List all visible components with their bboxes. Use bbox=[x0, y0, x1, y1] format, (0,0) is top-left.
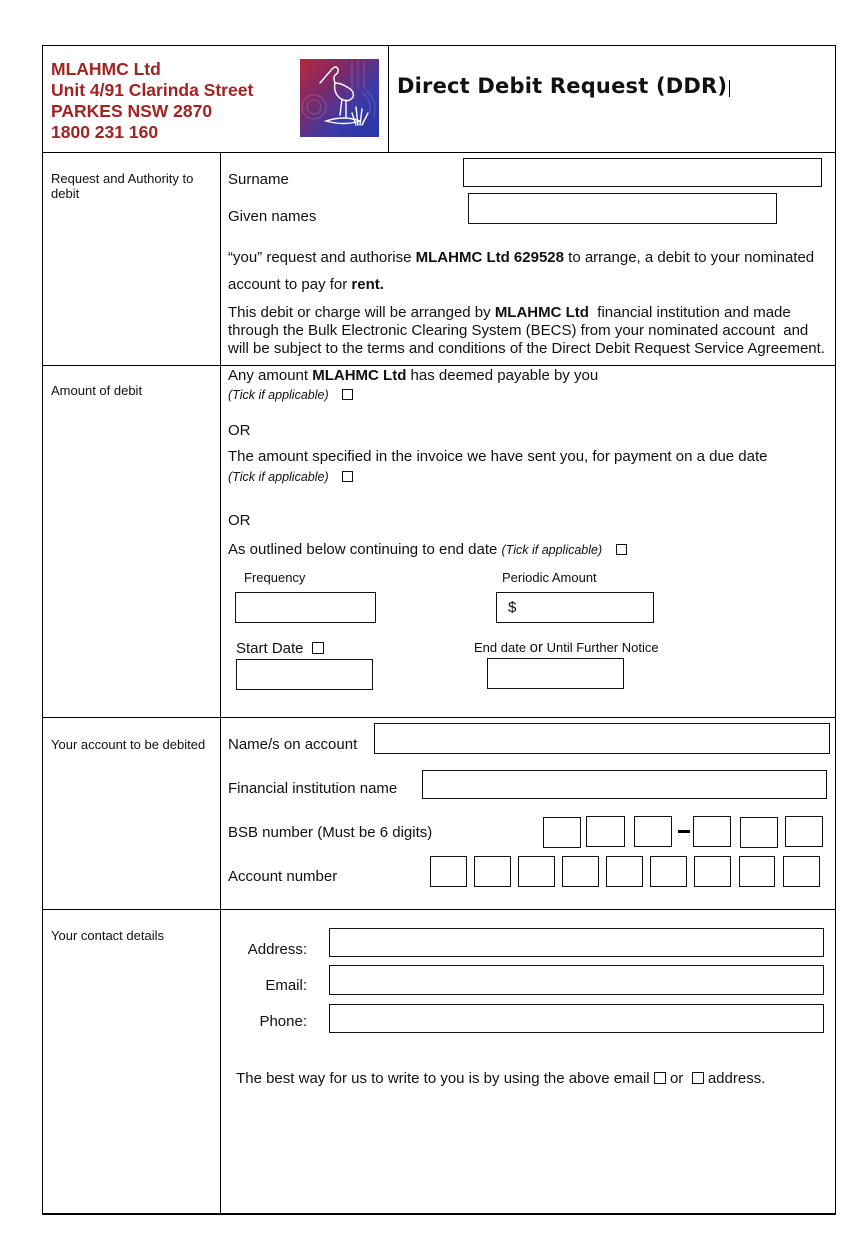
heron-logo-icon bbox=[300, 59, 379, 137]
account-digit-8[interactable] bbox=[739, 856, 775, 887]
prefer-address-checkbox[interactable] bbox=[692, 1072, 704, 1084]
email-label: Email: bbox=[265, 977, 307, 994]
section-rule-2 bbox=[42, 717, 836, 718]
bsb-digit-5[interactable] bbox=[740, 817, 778, 848]
tick-row-any-amount: (Tick if applicable) bbox=[228, 388, 353, 402]
periodic-amount-input[interactable] bbox=[496, 592, 654, 623]
prefer-email-checkbox[interactable] bbox=[654, 1072, 666, 1084]
account-digit-6[interactable] bbox=[650, 856, 687, 887]
institution-input[interactable] bbox=[422, 770, 827, 799]
bsb-digit-3[interactable] bbox=[634, 816, 672, 847]
org-suburb: PARKES NSW 2870 bbox=[51, 101, 213, 121]
start-date-input[interactable] bbox=[236, 659, 373, 690]
bsb-digit-1[interactable] bbox=[543, 817, 581, 848]
header-divider bbox=[388, 45, 389, 152]
org-address: Unit 4/91 Clarinda Street bbox=[51, 80, 254, 100]
option-scheduled: As outlined below continuing to end date (Tick if applicable) bbox=[228, 541, 627, 558]
or-label-2: OR bbox=[228, 512, 251, 529]
address-label: Address: bbox=[247, 941, 307, 958]
becs-statement: This debit or charge will be arranged by MLAHMC Ltd financial institution and made through the Bulk Electronic Clearing System (BECS) from your nominated account and will be subject to the terms and conditions of the Direct Debit Request Service Agreement. bbox=[228, 304, 825, 357]
account-digit-5[interactable] bbox=[606, 856, 643, 887]
given-names-input[interactable] bbox=[468, 193, 777, 224]
surname-input[interactable] bbox=[463, 158, 822, 187]
section-label-contact: Your contact details bbox=[51, 928, 164, 943]
frequency-label: Frequency bbox=[244, 570, 306, 585]
email-input[interactable] bbox=[329, 965, 824, 995]
section-rule-3 bbox=[42, 909, 836, 910]
bsb-separator bbox=[678, 830, 690, 833]
bsb-digit-2[interactable] bbox=[586, 816, 625, 847]
start-date-label: Start Date bbox=[236, 640, 324, 657]
address-input[interactable] bbox=[329, 928, 824, 957]
frame-top bbox=[42, 45, 836, 46]
frame-bottom bbox=[42, 1213, 836, 1215]
org-name: MLAHMC Ltd bbox=[51, 59, 161, 79]
organisation-details bbox=[51, 59, 253, 143]
invoice-amount-checkbox[interactable] bbox=[342, 471, 353, 482]
account-digit-9[interactable] bbox=[783, 856, 820, 887]
start-date-checkbox[interactable] bbox=[312, 642, 324, 654]
periodic-amount-label: Periodic Amount bbox=[502, 570, 597, 585]
account-digit-7[interactable] bbox=[694, 856, 731, 887]
text-cursor bbox=[729, 80, 730, 97]
names-on-account-label: Name/s on account bbox=[228, 736, 358, 753]
account-number-label: Account number bbox=[228, 868, 338, 885]
section-label-request: Request and Authority to debit bbox=[51, 171, 194, 201]
option-invoice-amount: The amount specified in the invoice we have sent you, for payment on a due date bbox=[228, 448, 768, 465]
tick-row-invoice-amount: (Tick if applicable) bbox=[228, 470, 353, 484]
dollar-prefix: $ bbox=[508, 599, 517, 616]
end-date-label: End date or Until Further Notice bbox=[474, 639, 659, 656]
or-label-1: OR bbox=[228, 422, 251, 439]
contact-preference: The best way for us to write to you is by using the above email or address. bbox=[236, 1070, 766, 1087]
header-bottom-rule bbox=[42, 152, 836, 153]
end-date-input[interactable] bbox=[487, 658, 624, 689]
names-on-account-input[interactable] bbox=[374, 723, 830, 754]
given-names-label: Given names bbox=[228, 208, 317, 225]
bsb-digit-6[interactable] bbox=[785, 816, 823, 847]
any-amount-checkbox[interactable] bbox=[342, 389, 353, 400]
page-title: Direct Debit Request (DDR) bbox=[397, 74, 730, 98]
bsb-label: BSB number (Must be 6 digits) bbox=[228, 824, 433, 841]
frequency-input[interactable] bbox=[235, 592, 376, 623]
label-column-divider bbox=[220, 152, 221, 1214]
phone-label: Phone: bbox=[259, 1013, 307, 1030]
frame-right bbox=[835, 45, 836, 1214]
org-phone: 1800 231 160 bbox=[51, 122, 159, 142]
phone-input[interactable] bbox=[329, 1004, 824, 1033]
section-label-amount: Amount of debit bbox=[51, 383, 143, 398]
account-digit-1[interactable] bbox=[430, 856, 467, 887]
surname-label: Surname bbox=[228, 171, 289, 188]
account-digit-2[interactable] bbox=[474, 856, 511, 887]
account-digit-4[interactable] bbox=[562, 856, 599, 887]
scheduled-checkbox[interactable] bbox=[616, 544, 627, 555]
option-any-amount: Any amount MLAHMC Ltd has deemed payable by you bbox=[228, 367, 599, 384]
institution-label: Financial institution name bbox=[228, 780, 398, 797]
authority-statement: “you” request and authorise MLAHMC Ltd 629528 to arrange, a debit to your nominated account to pay for rent. bbox=[228, 249, 815, 293]
account-digit-3[interactable] bbox=[518, 856, 555, 887]
section-rule-1 bbox=[42, 365, 836, 366]
bsb-digit-4[interactable] bbox=[693, 816, 731, 847]
section-label-account: Your account to be debited bbox=[51, 737, 206, 752]
frame-left bbox=[42, 45, 43, 1214]
